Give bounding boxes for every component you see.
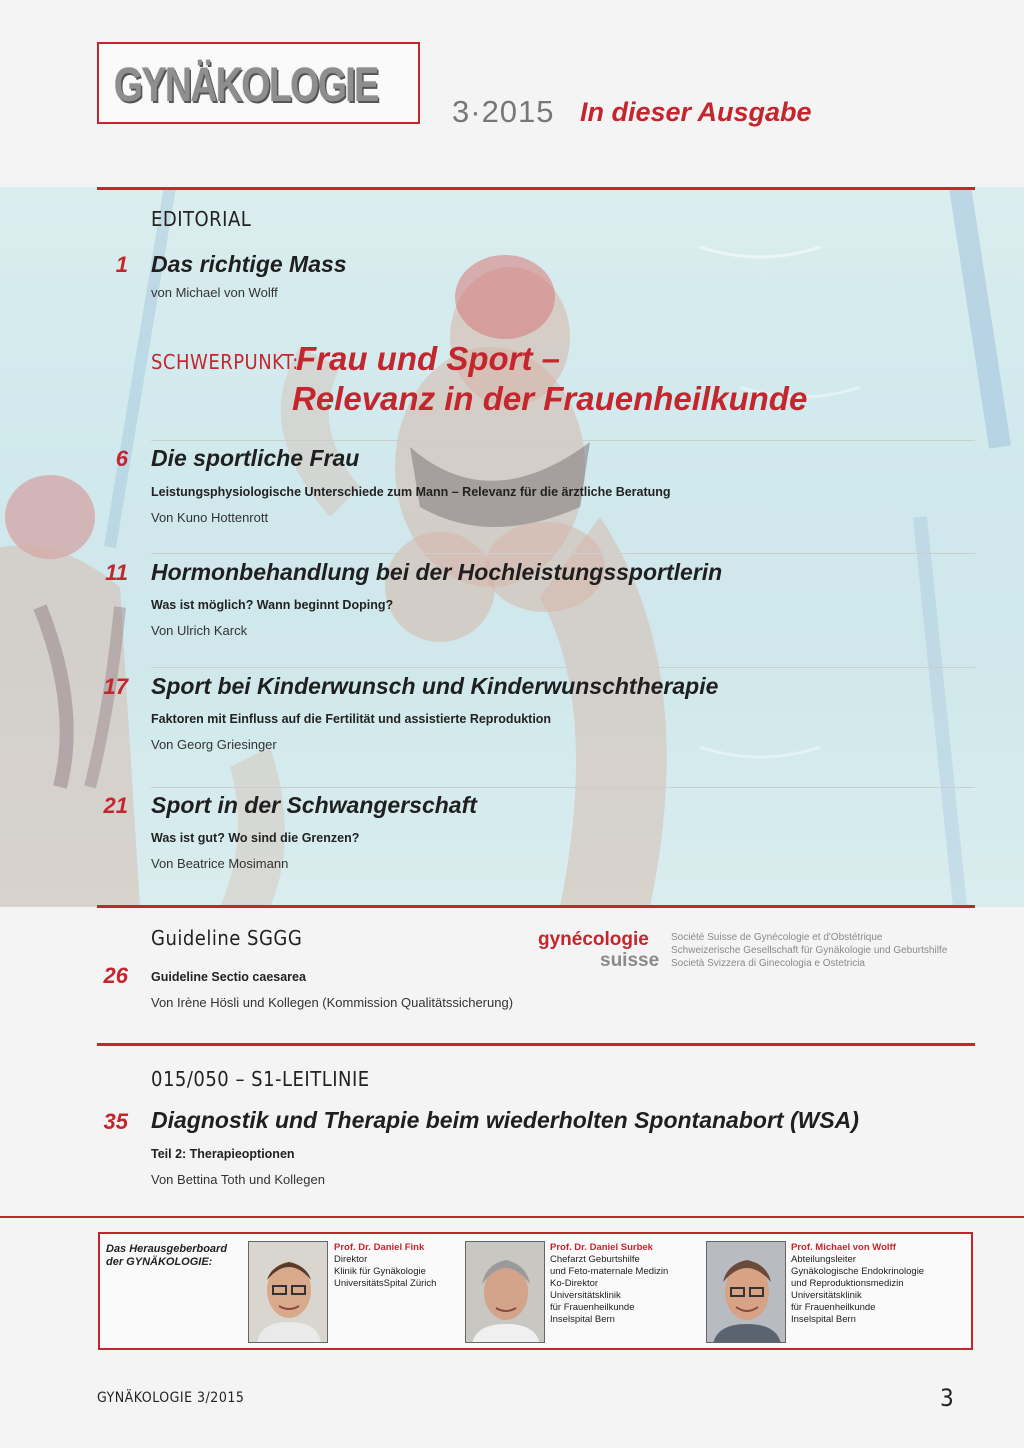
avatar bbox=[706, 1241, 786, 1343]
board-member-name: Prof. Dr. Daniel Surbek bbox=[550, 1242, 653, 1253]
journal-logo: GYNÄKOLOGIE bbox=[114, 59, 378, 112]
issue-heading: In dieser Ausgabe bbox=[580, 97, 812, 127]
board-label-line1: Das Herausgeberboard bbox=[106, 1243, 228, 1255]
divider bbox=[151, 440, 975, 441]
section-divider bbox=[97, 905, 975, 908]
society-name-fr: Société Suisse de Gynécologie et d'Obstétrique bbox=[671, 932, 883, 943]
leitlinie-heading: 015/050 – S1-LEITLINIE bbox=[151, 1067, 370, 1091]
board-member-detail: für Frauenheilkunde bbox=[791, 1302, 876, 1313]
footer-journal: GYNÄKOLOGIE 3/2015 bbox=[97, 1390, 245, 1406]
board-member-name: Prof. Dr. Daniel Fink bbox=[334, 1242, 425, 1253]
leitlinie-page-number: 35 bbox=[103, 1109, 128, 1134]
board-member-name: Prof. Michael von Wolff bbox=[791, 1242, 896, 1253]
society-name-de: Schweizerische Gesellschaft für Gynäkologie und Geburtshilfe bbox=[671, 945, 948, 956]
guideline-subtitle[interactable]: Guideline Sectio caesarea bbox=[151, 970, 306, 984]
board-member-detail: Abteilungsleiter bbox=[791, 1254, 856, 1265]
article-title[interactable]: Hormonbehandlung bei der Hochleistungssportlerin bbox=[151, 559, 723, 585]
board-member-detail: Direktor bbox=[334, 1254, 368, 1265]
board-member-detail: Gynäkologische Endokrinologie bbox=[791, 1266, 925, 1277]
article-subtitle: Leistungsphysiologische Unterschiede zum Mann – Relevanz für die ärztliche Beratung bbox=[151, 485, 671, 499]
board-member-detail: Ko-Direktor bbox=[550, 1278, 599, 1289]
board-member-detail: Universitätsklinik bbox=[791, 1290, 862, 1301]
article-page-number: 17 bbox=[103, 674, 128, 699]
article-author: Von Ulrich Karck bbox=[151, 623, 248, 638]
board-member-detail: Klinik für Gynäkologie bbox=[334, 1266, 426, 1277]
editorial-heading: EDITORIAL bbox=[151, 207, 252, 231]
article-page-number: 11 bbox=[105, 560, 128, 585]
board-member-detail: und Feto-maternale Medizin bbox=[550, 1266, 669, 1277]
board-member-detail: für Frauenheilkunde bbox=[550, 1302, 635, 1313]
focus-title-line2: Relevanz in der Frauenheilkunde bbox=[292, 380, 808, 417]
article-page-number: 21 bbox=[103, 793, 128, 818]
divider bbox=[151, 787, 975, 788]
divider bbox=[151, 553, 975, 554]
editorial-title[interactable]: Das richtige Mass bbox=[151, 251, 347, 277]
guideline-author: Von Irène Hösli und Kollegen (Kommission Qualitätssicherung) bbox=[151, 995, 514, 1010]
board-member-detail: Inselspital Bern bbox=[550, 1314, 615, 1325]
article-subtitle: Was ist möglich? Wann beginnt Doping? bbox=[151, 598, 394, 612]
article-author: Von Beatrice Mosimann bbox=[151, 856, 289, 871]
guideline-page-number: 26 bbox=[103, 963, 128, 988]
article-page-number: 6 bbox=[115, 446, 128, 471]
focus-label: SCHWERPUNKT: bbox=[151, 350, 299, 374]
society-name-it: Società Svizzera di Ginecologia e Ostetricia bbox=[671, 958, 865, 969]
section-divider bbox=[97, 1043, 975, 1046]
article-author: Von Georg Griesinger bbox=[151, 737, 277, 752]
divider bbox=[151, 667, 975, 668]
article-title[interactable]: Sport in der Schwangerschaft bbox=[151, 792, 477, 818]
avatar bbox=[248, 1241, 328, 1343]
article-subtitle: Faktoren mit Einfluss auf die Fertilität und assistierte Reproduktion bbox=[151, 712, 552, 726]
footer-page-number: 3 bbox=[940, 1384, 954, 1412]
leitlinie-title[interactable]: Diagnostik und Therapie beim wiederholten Spontanabort (WSA) bbox=[151, 1107, 859, 1133]
article-subtitle: Was ist gut? Wo sind die Grenzen? bbox=[151, 831, 360, 845]
article-title[interactable]: Die sportliche Frau bbox=[151, 445, 360, 471]
focus-title-line1: Frau und Sport – bbox=[296, 340, 560, 377]
avatar bbox=[465, 1241, 545, 1343]
issue-number: 3·2015 bbox=[452, 94, 555, 129]
board-member-detail: Inselspital Bern bbox=[791, 1314, 856, 1325]
board-member-detail: Universitätsklinik bbox=[550, 1290, 621, 1301]
article-title[interactable]: Sport bei Kinderwunsch und Kinderwunschtherapie bbox=[151, 673, 719, 699]
article-author: Von Kuno Hottenrott bbox=[151, 510, 269, 525]
board-member-detail: UniversitätsSpital Zürich bbox=[334, 1278, 437, 1289]
society-logo-subname: suisse bbox=[600, 950, 660, 971]
board-label-line2: der GYNÄKOLOGIE: bbox=[106, 1256, 213, 1268]
editorial-page-number: 1 bbox=[115, 252, 128, 277]
society-logo-name: gynécologie bbox=[538, 929, 649, 950]
leitlinie-author: Von Bettina Toth und Kollegen bbox=[151, 1172, 325, 1187]
section-divider bbox=[97, 187, 975, 190]
board-member-detail: Chefarzt Geburtshilfe bbox=[550, 1254, 640, 1265]
editorial-author: von Michael von Wolff bbox=[151, 285, 278, 300]
section-divider bbox=[0, 1216, 1024, 1218]
board-member-detail: und Reproduktionsmedizin bbox=[791, 1278, 904, 1289]
guideline-heading: Guideline SGGG bbox=[151, 926, 303, 950]
leitlinie-subtitle: Teil 2: Therapieoptionen bbox=[151, 1147, 295, 1161]
